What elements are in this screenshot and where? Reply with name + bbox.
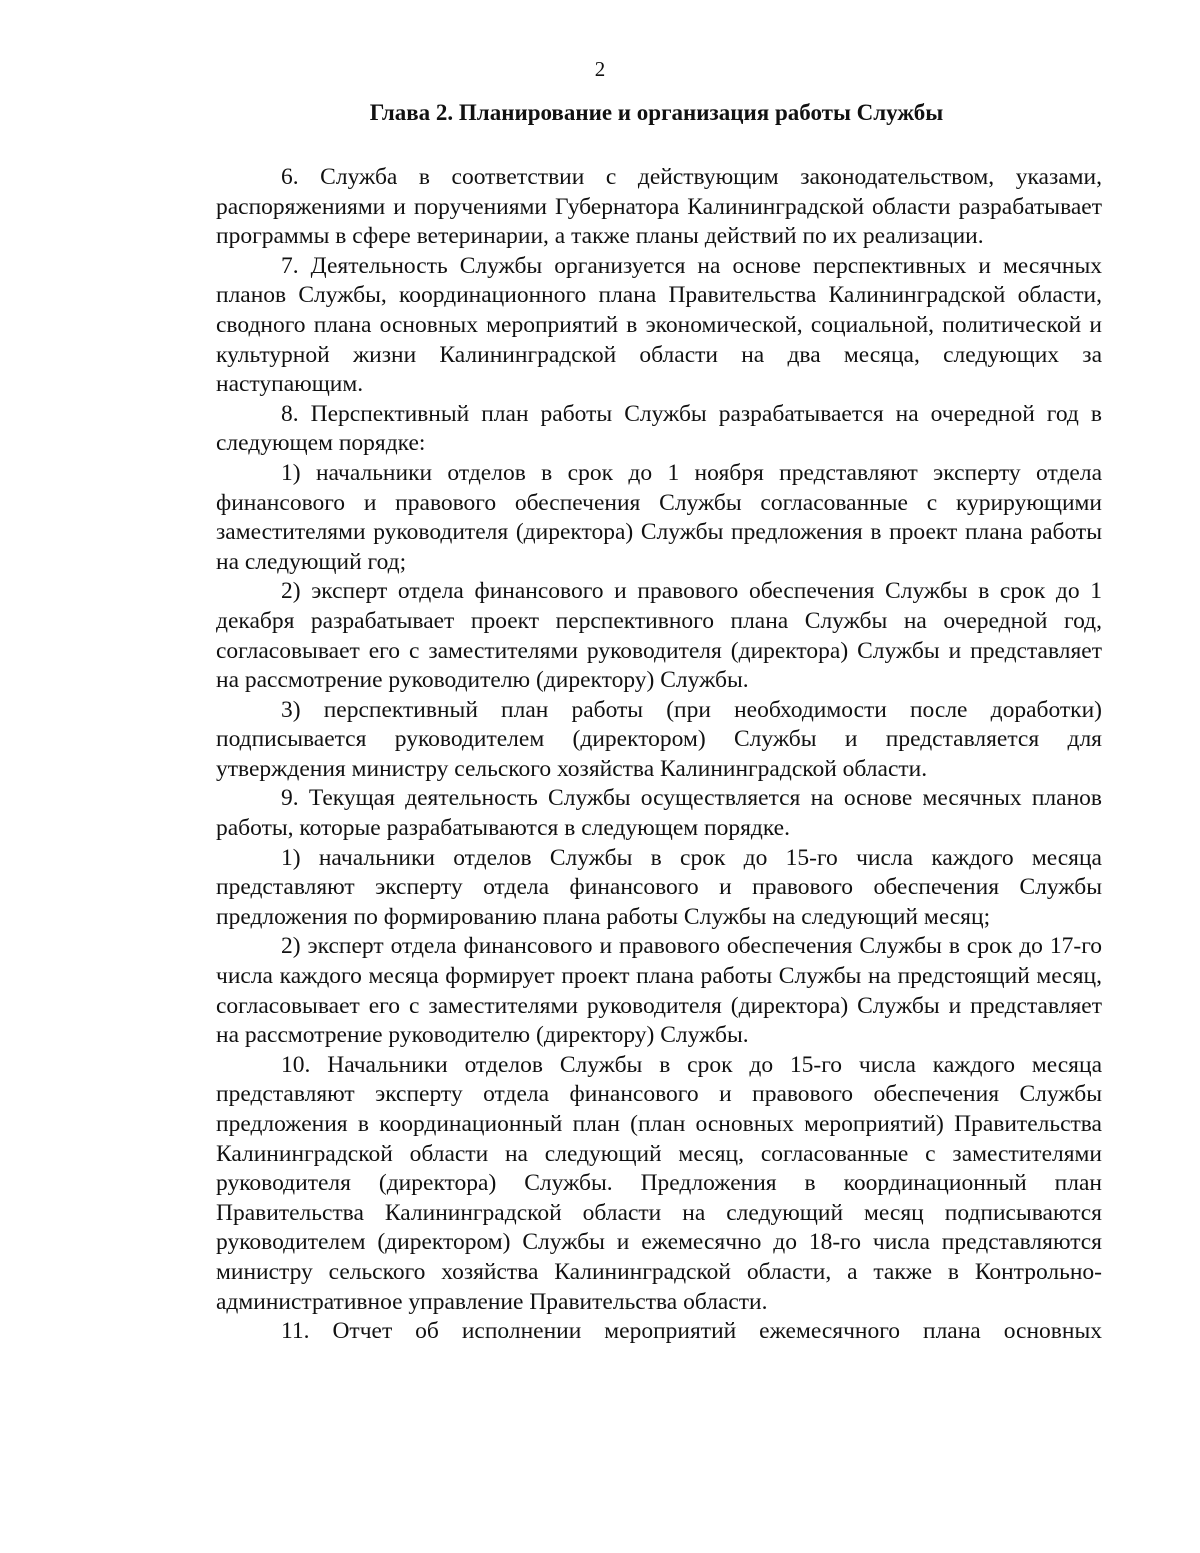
paragraph-9-item-2: 2) эксперт отдела финансового и правового обеспечения Службы в срок до 17-го числа каждого месяца формирует проект плана работы Службы на предстоящий месяц, согласовывает его с заместителями руководителя (директора) Службы и представляет на рассмотрение руководителю (директору) Службы. [216,933,1102,1049]
paragraph-10: 10. Начальники отделов Службы в срок до 15-го числа каждого месяца представляют эксперту отдела финансового и правового обеспечения Службы предложения в координационный план (план основных мероприятий) Правительства Калининградской области на следующий месяц, согласованные с заместителями руководителя (директора) Службы. Предложения в координационный план Правительства Калининградской области на следующий месяц подписываются руководителем (директором) Службы и ежемесячно до 18-го числа представляются министру сельского хозяйства Калининградской области, а также в Контрольно-административное управление Правительства области. [216,1051,1102,1315]
paragraph-8-item-3: 3) перспективный план работы (при необходимости после доработки) подписывается руководителем (директором) Службы и представляется для утверждения министру сельского хозяйства Калининградской области. [216,696,1102,782]
chapter-title: Глава 2. Планирование и организация работы Службы [369,100,944,125]
paragraph-11: 11. Отчет об исполнении мероприятий ежемесячного плана основных [281,1318,1102,1345]
paragraph-9-item-1: 1) начальники отделов Службы в срок до 15-го числа каждого месяца представляют эксперту отдела финансового и правового обеспечения Службы предложения по формированию плана работы Службы на следующий месяц; [216,844,1102,930]
page-number: 2 [594,57,606,81]
paragraph-9: 9. Текущая деятельность Службы осуществляется на основе месячных планов работы, которые разрабатываются в следующем порядке. [216,785,1102,842]
paragraph-6: 6. Служба в соответствии с действующим законодательством, указами, распоряжениями и поручениями Губернатора Калининградской области разрабатывает программы в сфере ветеринарии, а также планы действий по их реализации. [216,164,1102,250]
paragraph-8-item-2: 2) эксперт отдела финансового и правового обеспечения Службы в срок до 1 декабря разрабатывает проект перспективного плана Службы на очередной год, согласовывает его с заместителями руководителя (директора) Службы и представляет на рассмотрение руководителю (директору) Службы. [216,578,1102,694]
paragraph-8-item-1: 1) начальники отделов в срок до 1 ноября представляют эксперту отдела финансового и правового обеспечения Службы согласованные с курирующими заместителями руководителя (директора) Службы предложения в проект плана работы на следующий год; [216,459,1102,575]
paragraph-7: 7. Деятельность Службы организуется на основе перспективных и месячных планов Службы, координационного плана Правительства Калининградской области, сводного плана основных мероприятий в экономической, социальной, политической и культурной жизни Калининградской области на два месяца, следующих за наступающим. [216,252,1102,398]
body-text [216,163,1102,1347]
paragraph-8: 8. Перспективный план работы Службы разрабатывается на очередной год в следующем порядке: [216,400,1102,457]
